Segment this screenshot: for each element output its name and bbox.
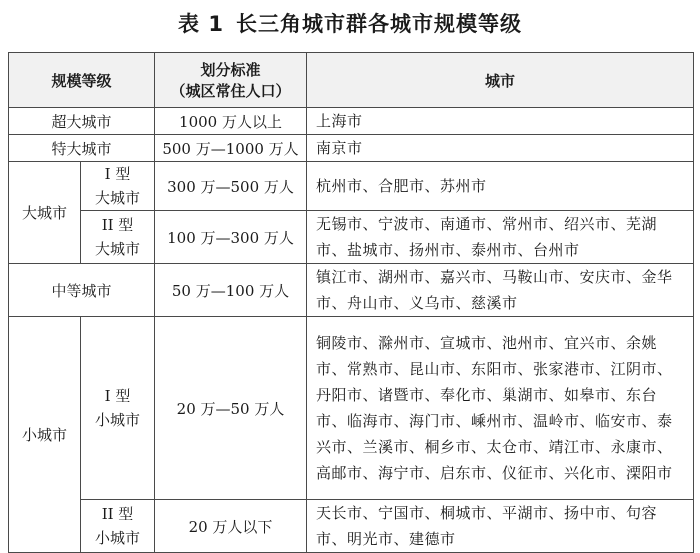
level-cell: 超大城市 bbox=[9, 108, 155, 135]
table-row bbox=[9, 264, 694, 317]
sublevel-cell bbox=[81, 211, 155, 264]
group-cell: 大城市 bbox=[9, 162, 81, 264]
sublevel-type: I 型 bbox=[104, 165, 131, 183]
criteria-cell: 100 万—300 万人 bbox=[155, 211, 307, 264]
criteria-cell: 50 万—100 万人 bbox=[155, 264, 307, 317]
criteria-cell: 20 万人以下 bbox=[155, 500, 307, 553]
table-row bbox=[9, 317, 694, 500]
table-row bbox=[9, 162, 694, 211]
city-scale-table bbox=[8, 52, 694, 553]
table-caption: 长三角城市群各城市规模等级 bbox=[235, 12, 522, 36]
header-criteria-line1: 划分标准 bbox=[200, 61, 261, 79]
sublevel-name: 小城市 bbox=[95, 411, 141, 429]
criteria-cell: 300 万—500 万人 bbox=[155, 162, 307, 211]
sublevel-cell bbox=[81, 162, 155, 211]
cities-cell: 杭州市、合肥市、苏州市 bbox=[307, 162, 694, 211]
cities-cell: 铜陵市、滁州市、宣城市、池州市、宜兴市、余姚市、常熟市、昆山市、东阳市、张家港市、江阴市、丹阳市、诸暨市、奉化市、巢湖市、如皋市、东台市、临海市、海门市、嵊州市、温岭市、临安市、泰兴市、兰溪市、桐乡市、太仓市、靖江市、永康市、高邮市、海宁市、启东市、仪征市、兴化市、溧阳市 bbox=[307, 317, 694, 500]
table-title bbox=[0, 8, 700, 38]
sublevel-cell bbox=[81, 500, 155, 553]
header-criteria-line2: （城区常住人口） bbox=[170, 82, 291, 100]
level-cell: 特大城市 bbox=[9, 135, 155, 162]
sublevel-type: I 型 bbox=[104, 387, 131, 405]
sublevel-cell bbox=[81, 317, 155, 500]
sublevel-type: II 型 bbox=[101, 505, 134, 523]
header-level: 规模等级 bbox=[9, 53, 155, 108]
cities-cell: 上海市 bbox=[307, 108, 694, 135]
sublevel-name: 大城市 bbox=[95, 189, 141, 207]
table-number: 表 1 bbox=[178, 12, 224, 36]
criteria-cell: 1000 万人以上 bbox=[155, 108, 307, 135]
table-header-row bbox=[9, 53, 694, 108]
cities-cell: 无锡市、宁波市、南通市、常州市、绍兴市、芜湖市、盐城市、扬州市、泰州市、台州市 bbox=[307, 211, 694, 264]
level-cell: 中等城市 bbox=[9, 264, 155, 317]
criteria-cell: 20 万—50 万人 bbox=[155, 317, 307, 500]
sublevel-name: 大城市 bbox=[95, 240, 141, 258]
cities-cell: 南京市 bbox=[307, 135, 694, 162]
table-row bbox=[9, 135, 694, 162]
header-criteria bbox=[155, 53, 307, 108]
header-cities: 城市 bbox=[307, 53, 694, 108]
criteria-cell: 500 万—1000 万人 bbox=[155, 135, 307, 162]
sublevel-type: II 型 bbox=[101, 216, 134, 234]
table-row bbox=[9, 108, 694, 135]
table-row bbox=[9, 500, 694, 553]
group-cell: 小城市 bbox=[9, 317, 81, 553]
sublevel-name: 小城市 bbox=[95, 529, 141, 547]
table-row bbox=[9, 211, 694, 264]
cities-cell: 镇江市、湖州市、嘉兴市、马鞍山市、安庆市、金华市、舟山市、义乌市、慈溪市 bbox=[307, 264, 694, 317]
cities-cell: 天长市、宁国市、桐城市、平湖市、扬中市、句容市、明光市、建德市 bbox=[307, 500, 694, 553]
